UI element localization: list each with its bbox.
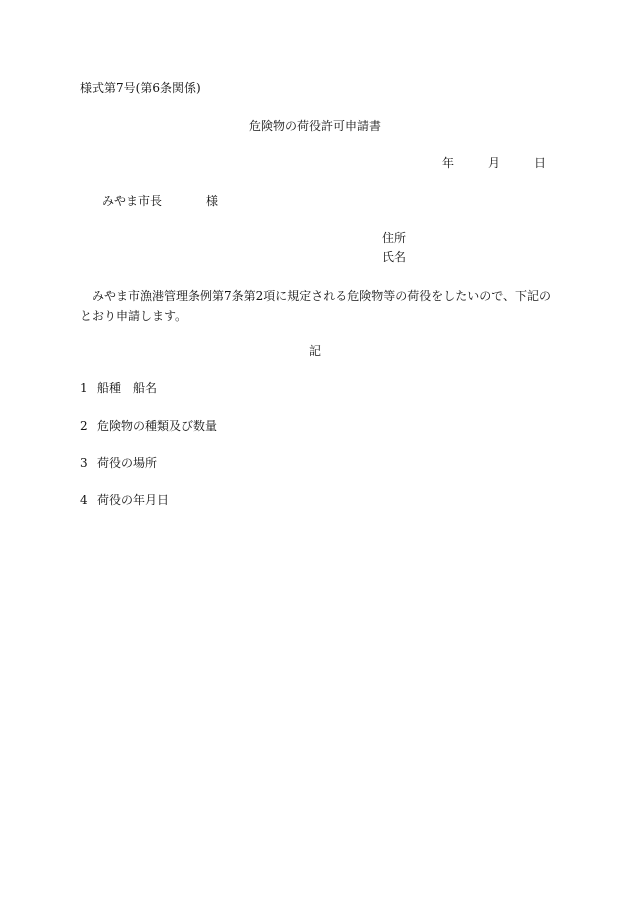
list-item xyxy=(80,380,157,396)
item-number: 2 xyxy=(80,419,88,433)
date-line xyxy=(442,155,546,171)
item-label: 荷役の年月日 xyxy=(97,493,170,507)
ki-heading: 記 xyxy=(308,344,321,358)
applicant-address-label: 住所 xyxy=(382,231,407,245)
date-day: 日 xyxy=(534,156,547,170)
list-item xyxy=(80,455,157,471)
list-item xyxy=(80,418,217,434)
item-label: 船種 船名 xyxy=(97,381,158,395)
list-item xyxy=(80,492,169,508)
date-month: 月 xyxy=(488,156,501,170)
item-label: 荷役の場所 xyxy=(97,456,158,470)
document-title: 危険物の荷役許可申請書 xyxy=(248,119,381,133)
addressee-honorific: 様 xyxy=(206,194,219,208)
item-number: 1 xyxy=(80,381,88,395)
addressee-name: みやま市長 xyxy=(102,194,163,208)
item-number: 4 xyxy=(80,493,88,507)
body-text: みやま市漁港管理条例第7条第2項に規定される危険物等の荷役をしたいので、下記のとおり申請します。 xyxy=(80,289,552,323)
item-label: 危険物の種類及び数量 xyxy=(97,419,218,433)
item-number: 3 xyxy=(80,456,88,470)
date-year: 年 xyxy=(442,156,455,170)
addressee xyxy=(102,193,218,209)
form-number: 様式第7号(第6条関係) xyxy=(80,81,201,95)
applicant-name-label: 氏名 xyxy=(382,250,407,264)
